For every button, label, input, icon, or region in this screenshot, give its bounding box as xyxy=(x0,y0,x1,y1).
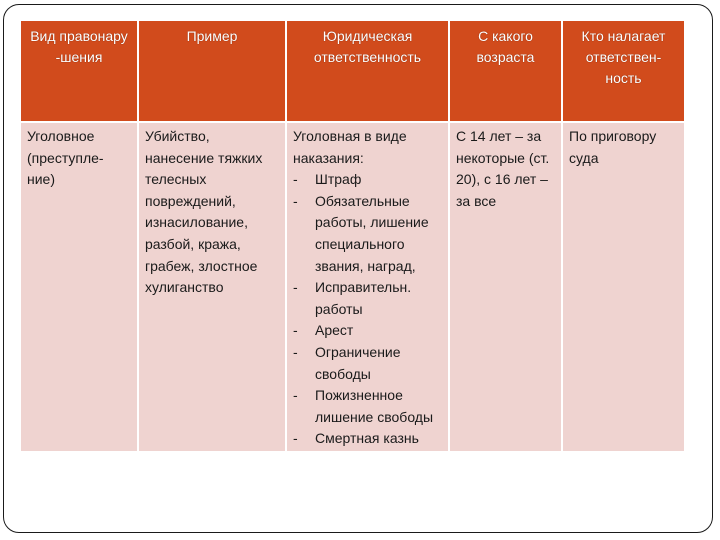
list-item: - Ограничение свободы xyxy=(293,343,401,382)
offense-table xyxy=(19,19,686,453)
list-dash: - xyxy=(293,430,298,447)
list-item: - Смертная казнь xyxy=(293,428,442,450)
cell-age: С 14 лет – за некоторые (ст. 20), с 16 лет – за все xyxy=(449,122,562,452)
list-item: - Исправительн. работы xyxy=(293,279,412,317)
punishment-list xyxy=(293,169,442,450)
header-offense-type: Вид правонару -шения xyxy=(20,20,138,122)
list-dash: - xyxy=(293,387,298,404)
list-dash: - xyxy=(293,322,298,339)
list-dash: - xyxy=(293,343,298,360)
list-item: - Пожизненное лишение свободы xyxy=(293,387,434,425)
list-dash: - xyxy=(293,171,298,188)
header-legal-responsibility: Юридическая ответственность xyxy=(286,20,449,122)
header-imposed-by: Кто налагает ответствен- ность xyxy=(562,20,685,122)
header-example: Пример xyxy=(138,20,286,122)
header-row xyxy=(20,20,685,122)
list-item: - Арест xyxy=(293,320,442,342)
header-age: С какого возраста xyxy=(449,20,562,122)
list-item: - Штраф xyxy=(293,169,442,191)
table-row xyxy=(20,122,685,452)
responsibility-intro: Уголовная в виде наказания: xyxy=(293,128,407,166)
list-dash: - xyxy=(293,279,298,296)
cell-example: Убийство, нанесение тяжких телесных повреждений, изнасилование, разбой, кража, грабеж, злостное хулиганство xyxy=(138,122,286,452)
cell-imposed-by: По приговору суда xyxy=(562,122,685,452)
list-item: - Обязательные работы, лишение специального звания, наград, xyxy=(293,192,429,274)
cell-offense-type: Уголовное (преступле- ние) xyxy=(20,122,138,452)
list-dash: - xyxy=(293,192,298,209)
cell-legal-responsibility xyxy=(286,122,449,452)
